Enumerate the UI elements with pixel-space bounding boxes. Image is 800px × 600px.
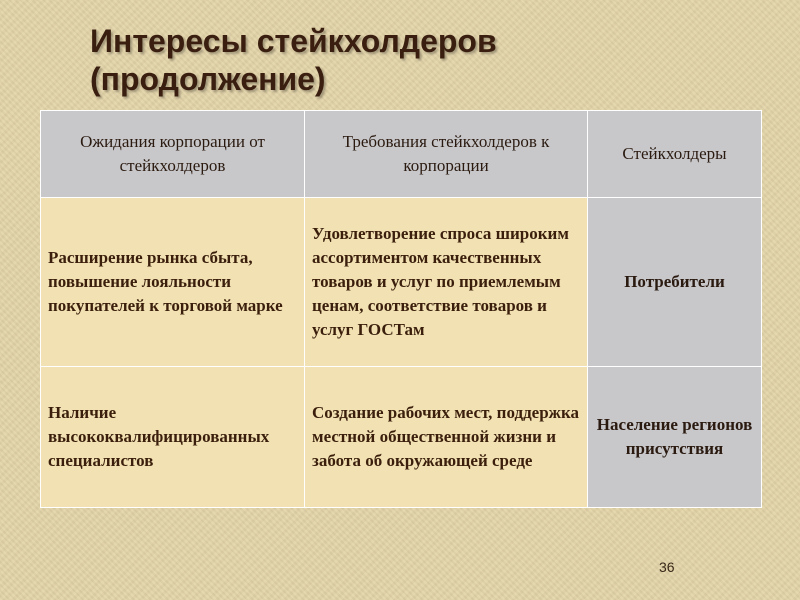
header-stakeholders: Стейкхолдеры: [588, 111, 762, 198]
table-header-row: [41, 111, 762, 198]
slide-title: Интересы стейкхолдеров (продолжение): [90, 23, 497, 97]
cell-stakeholder: Население регионов присутствия: [588, 367, 762, 508]
table-row: [41, 367, 762, 508]
stakeholder-table-container: [40, 110, 761, 508]
stakeholder-table: [40, 110, 762, 508]
cell-expectations: Наличие высококвалифицированных специалистов: [41, 367, 305, 508]
cell-expectations: Расширение рынка сбыта, повышение лояльности покупателей к торговой марке: [41, 198, 305, 367]
cell-requirements: Создание рабочих мест, поддержка местной общественной жизни и забота об окружающей среде: [305, 367, 588, 508]
cell-requirements: Удовлетворение спроса широким ассортиментом качественных товаров и услуг по приемлемым ценам, соответствие товаров и услуг ГОСТам: [305, 198, 588, 367]
table-row: [41, 198, 762, 367]
header-stakeholder-requirements: Требования стейкхолдеров к корпорации: [305, 111, 588, 198]
page-number: 36: [659, 559, 675, 575]
cell-stakeholder: Потребители: [588, 198, 762, 367]
header-corporate-expectations: Ожидания корпорации от стейкхолдеров: [41, 111, 305, 198]
